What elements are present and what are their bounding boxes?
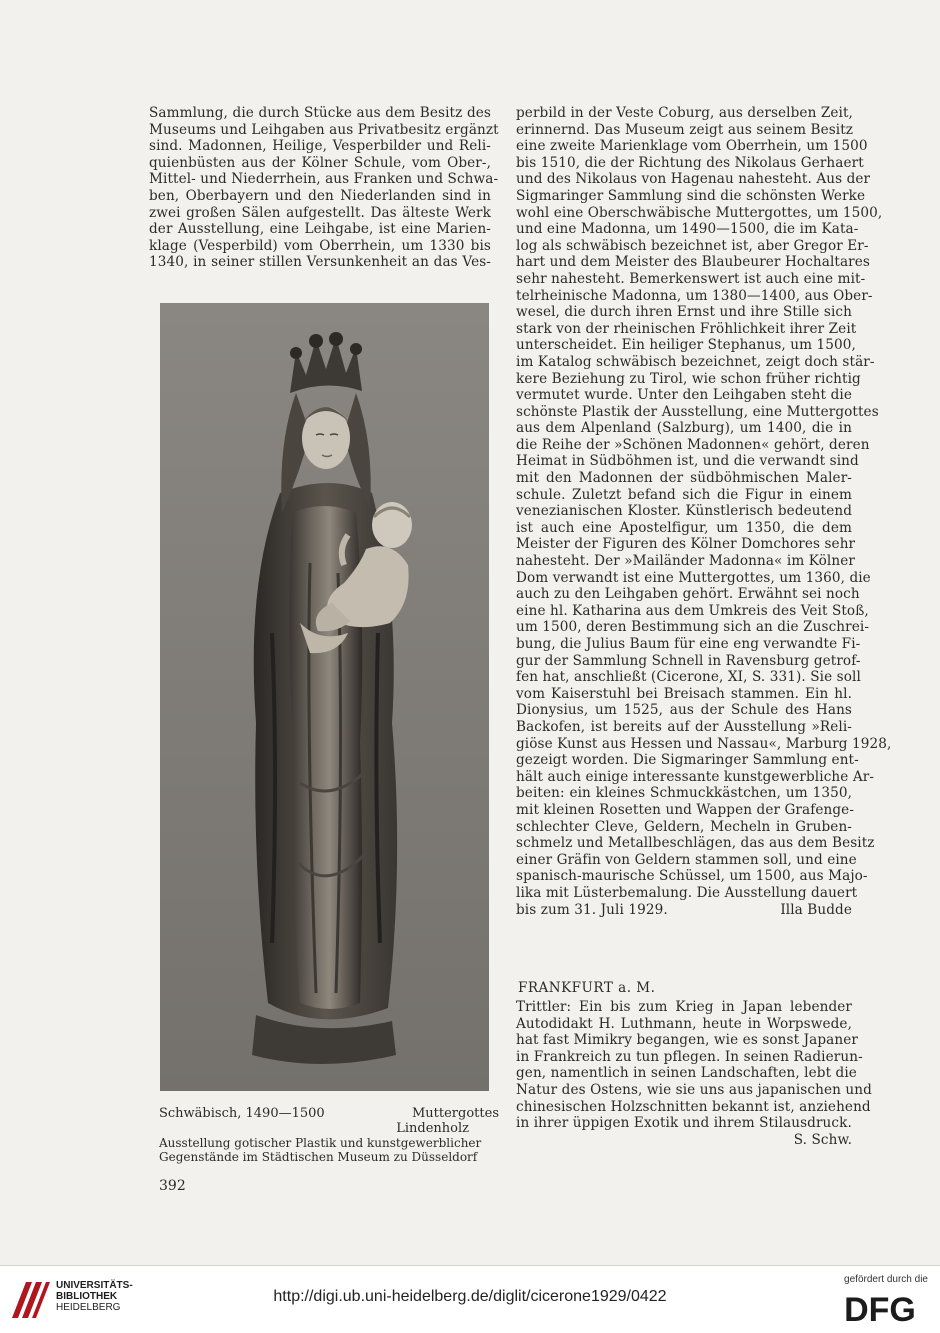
text-line: Sigmaringer Sammlung sind die schönsten Werke [516, 187, 866, 204]
text-line: sehr nahesteht. Bemerkenswert ist auch eine mit- [516, 270, 866, 287]
text-line: chinesischen Holzschnitten bekannt ist, anziehend [516, 1098, 871, 1115]
text-line: eine zweite Marienklage vom Oberrhein, um 1500 [516, 138, 868, 155]
text-line: im Katalog schwäbisch bezeichnet, zeigt doch stär- [516, 353, 875, 370]
caption-exhibition-line: Gegenstände im Städtischen Museum zu Düsseldorf [159, 1150, 478, 1164]
text-line: eine hl. Katharina aus dem Umkreis des Veit Stoß, [516, 602, 869, 619]
text-line: quienbüsten aus der Kölner Schule, vom Ober-, [149, 154, 491, 171]
text-line: und eine Madonna, um 1490—1500, die im Kata- [516, 221, 859, 238]
text-line: kere Beziehung zu Tirol, wie schon früher richtig [516, 370, 861, 387]
closing-line [516, 902, 852, 919]
caption-origin: Schwäbisch, 1490—1500 [159, 1106, 325, 1121]
text-line: log als schwäbisch bezeichnet ist, aber Gregor Er- [516, 237, 869, 254]
text-line: wohl eine Oberschwäbische Muttergottes, um 1500, [516, 204, 883, 221]
text-line: in ihrer üppigen Exotik und ihrem Stilausdruck. [516, 1115, 852, 1132]
section-heading: FRANKFURT a. M. [518, 980, 656, 996]
text-line: einer Gräfin von Geldern stammen soll, und eine [516, 851, 857, 868]
figure-caption [159, 1106, 499, 1164]
text-line: wesel, die durch ihren Ernst und ihre Stille sich [516, 304, 852, 321]
text-line: die Reihe der »Schönen Madonnen« gehört, deren [516, 436, 870, 453]
section-signature: S. Schw. [793, 1131, 852, 1148]
text-line: schule. Zuletzt befand sich die Figur in einem [516, 486, 852, 503]
text-line: beiten: ein kleines Schmuckkästchen, um 1350, [516, 785, 852, 802]
text-line: schmelz und Metallbeschlägen, das aus dem Besitz [516, 835, 875, 852]
text-line: ben, Oberbayern und den Niederlanden sind in [149, 187, 491, 204]
text-line: mit kleinen Rosetten und Wappen der Grafenge- [516, 801, 855, 818]
text-line: Sammlung, die durch Stücke aus dem Besitz des [149, 105, 491, 121]
text-line: hart und dem Meister des Blaubeurer Hochaltares [516, 254, 870, 271]
text-line: lika mit Lüsterbemalung. Die Ausstellung dauert [516, 884, 858, 901]
text-line: hält auch einige interessante kunstgewerbliche Ar- [516, 768, 875, 785]
section-text [516, 999, 872, 1148]
text-line: mit den Madonnen der südböhmischen Maler- [516, 470, 852, 487]
caption-material: Lindenholz [396, 1121, 469, 1136]
page-number: 392 [159, 1178, 186, 1194]
text-line: gen, namentlich in seinen Landschaften, lebt die [516, 1065, 857, 1082]
text-line: sind. Madonnen, Heilige, Vesperbilder und Reli- [149, 138, 491, 155]
library-name: UNIVERSITÄTS- BIBLIOTHEK HEIDELBERG [56, 1280, 133, 1313]
text-line: Natur des Ostens, wie sie uns aus japanischen und [516, 1081, 872, 1098]
right-column-text [516, 105, 892, 918]
text-line: in Frankreich zu tun pflegen. In seinen Radierun- [516, 1048, 863, 1065]
digitization-footer [0, 1265, 940, 1333]
text-line: schlechter Cleve, Geldern, Mecheln in Gruben- [516, 818, 852, 835]
text-line: Autodidakt H. Luthmann, heute in Worpswede, [516, 1015, 852, 1032]
text-line: spanisch-maurische Schüssel, um 1500, aus Majo- [516, 868, 868, 885]
text-line: Mittel- und Niederrhein, aus Franken und Schwa- [149, 171, 499, 188]
dfg-logo-icon[interactable] [834, 1290, 926, 1329]
text-line: giöse Kunst aus Hessen und Nassau«, Marburg 1928, [516, 735, 892, 752]
text-line: klage (Vesperbild) vom Oberrhein, um 1330 bis [149, 237, 491, 254]
funded-by-label: gefördert durch die [844, 1274, 928, 1285]
text-line: gezeigt worden. Die Sigmaringer Sammlung ent- [516, 752, 859, 769]
article-author: Illa Budde [780, 901, 852, 918]
text-line: bung, die Julius Baum für eine eng verwandte Fi- [516, 636, 861, 652]
text-line: zwei großen Sälen aufgestellt. Das älteste Werk [149, 204, 491, 221]
text-line: der Ausstellung, eine Leihgabe, ist eine Marien- [149, 221, 491, 238]
text-line: auch zu den Leihgaben gehört. Erwähnt sei noch [516, 586, 860, 603]
text-line: um 1500, deren Bestimmung sich an die Zuschrei- [516, 619, 870, 636]
text-line: Museums und Leihgaben aus Privatbesitz ergänzt [149, 121, 499, 138]
text-line: 1340, in seiner stillen Versunkenheit an das Ves- [149, 254, 491, 271]
text-line: vom Kaiserstuhl bei Breisach stammen. Ein hl. [516, 685, 852, 702]
text-line: bis 1510, die der Richtung des Nikolaus Gerhaert [516, 154, 864, 171]
text-line: erinnernd. Das Museum zeigt aus seinem Besitz [516, 121, 854, 138]
madonna-sculpture-photo [160, 303, 489, 1091]
text-line: bis zum 31. Juli 1929. [516, 901, 668, 918]
text-line: schönste Plastik der Ausstellung, eine Muttergottes [516, 403, 879, 420]
text-line: perbild in der Veste Coburg, aus derselben Zeit, [516, 105, 853, 121]
text-line: gur der Sammlung Schnell in Ravensburg getrof- [516, 652, 861, 669]
dfg-logo-text: DFG [844, 1291, 916, 1329]
text-line: Meister der Figuren des Kölner Domchores sehr [516, 536, 856, 553]
text-line: unterscheidet. Ein heiliger Stephanus, um 1500, [516, 337, 856, 354]
caption-exhibition-line: Ausstellung gotischer Plastik und kunstgewerblicher [159, 1136, 482, 1150]
text-line: Dionysius, um 1525, aus der Schule des Hans [516, 702, 852, 719]
text-line: nahesteht. Der »Mailänder Madonna« im Kölner [516, 553, 855, 570]
text-line: Dom verwandt ist eine Muttergottes, um 1360, die [516, 569, 871, 586]
text-line: telrheinische Madonna, um 1380—1400, aus Ober- [516, 287, 873, 304]
text-line: aus dem Alpenland (Salzburg), um 1400, die in [516, 420, 852, 437]
text-line: hat fast Mimikry begangen, wie es sonst Japaner [516, 1032, 858, 1049]
left-column-text [149, 105, 499, 271]
permalink-url[interactable]: http://digi.ub.uni-heidelberg.de/diglit/cicerone1929/0422 [273, 1288, 667, 1305]
text-line: ist auch eine Apostelfigur, um 1350, die dem [516, 519, 852, 536]
text-line: und des Nikolaus von Hagenau nahesteht. Aus der [516, 171, 871, 188]
caption-title: Muttergottes [411, 1106, 499, 1121]
text-line: fen hat, anschließt (Cicerone, XI, S. 331). Sie soll [516, 669, 861, 686]
text-line: vermutet wurde. Unter den Leihgaben steht die [516, 387, 852, 404]
text-line: Heimat in Südböhmen ist, und die verwandt sind [516, 453, 859, 470]
text-line: Trittler: Ein bis zum Krieg in Japan lebender [516, 999, 852, 1015]
text-line: stark von der rheinischen Fröhlichkeit ihrer Zeit [516, 320, 857, 337]
text-line: Backofen, ist bereits auf der Ausstellung »Reli- [516, 718, 852, 735]
text-line: venezianischen Kloster. Künstlerisch bedeutend [516, 503, 852, 520]
